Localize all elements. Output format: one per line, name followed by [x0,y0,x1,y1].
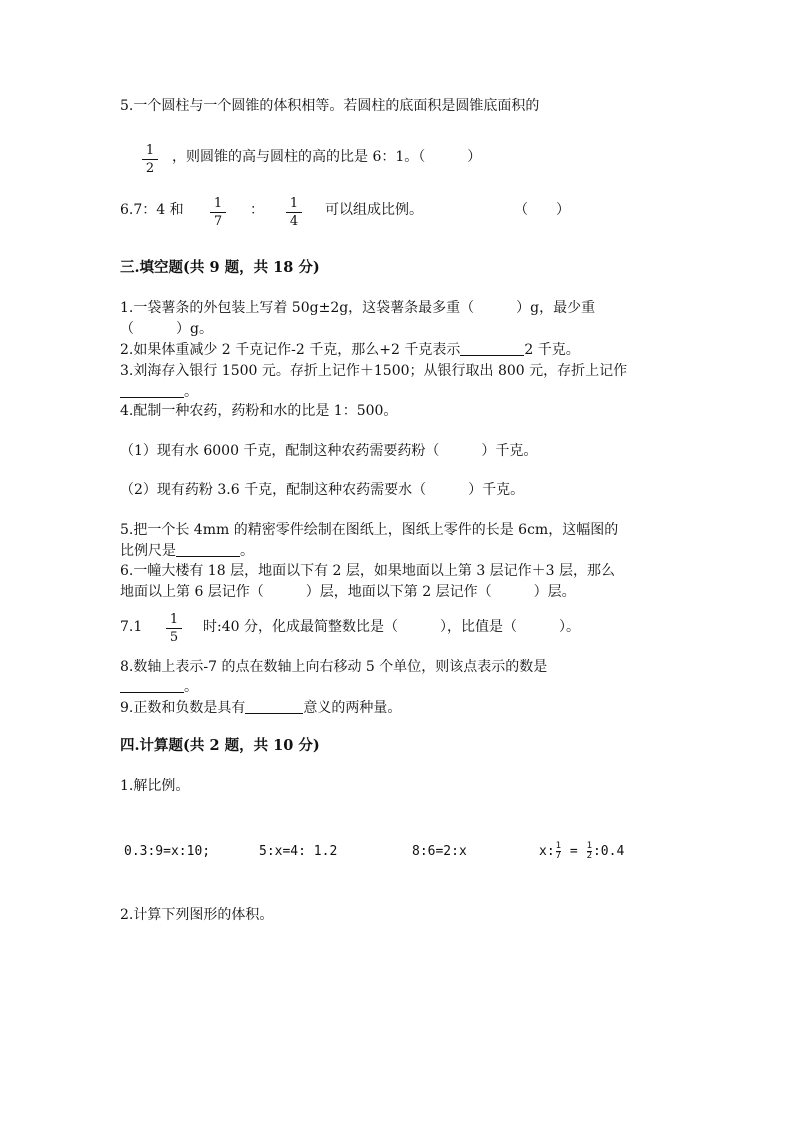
fraction-denominator: 5 [169,630,179,645]
judge-q6-fraction-2 [286,196,302,229]
fraction-numerator: 1 [166,612,182,629]
fraction-numerator: 1 [142,143,158,160]
section3-heading: 三.填空题(共 9 题，共 18 分) [120,259,320,276]
s4-eq4-fraction-2 [587,842,592,861]
s4-eq4 [539,842,624,862]
s3-q8-blank[interactable] [120,678,184,693]
s3-q5-line2 [120,541,254,561]
s4-eq3: 8:6=2:x [412,844,467,859]
s3-q6-line2: 地面以上第 6 层记作（ ）层，地面以下第 2 层记作（ ）层。 [120,584,576,600]
fraction-denominator: 7 [213,214,223,229]
s3-q1-line1: 1.一袋薯条的外包装上写着 50g±2g，这袋薯条最多重（ ）g，最少重 [120,300,596,316]
s3-q9-suffix: 意义的两种量。 [303,700,402,716]
judge-q6-fraction-1 [210,196,226,229]
s3-q1-line2: （ ）g。 [120,321,213,337]
s3-q4-line1: 4.配制一种农药，药粉和水的比是 1：500。 [120,403,398,419]
s4-eq1: 0.3:9=x:10; [124,844,211,859]
s4-eq4-equals: = [569,844,578,859]
s3-q4-sub1: （1）现有水 6000 千克，配制这种农药需要药粉（ ）千克。 [120,443,538,459]
s3-q9 [120,698,401,718]
s4-eq4-suffix: :0.4 [592,844,625,859]
judge-q6-colon: ： [250,202,264,218]
s3-q3-blank[interactable] [120,383,184,398]
fraction-numerator: 1 [555,841,562,851]
s3-q2-suffix: 2 千克。 [524,342,580,358]
s3-q7-prefix: 7.1 [120,619,143,635]
judge-q5-line1: 5.一个圆柱与一个圆锥的体积相等。若圆柱的底面积是圆锥底面积的 [120,98,540,114]
s4-q1-title: 1.解比例。 [120,778,190,794]
fraction-denominator: 2 [145,161,155,176]
s4-eq4-fraction-1 [556,842,561,861]
section4-heading: 四.计算题(共 2 题，共 10 分) [120,737,320,754]
s3-q7-fraction [166,612,182,645]
s3-q4-sub2: （2）现有药粉 3.6 千克，配制这种农药需要水（ ）千克。 [120,482,525,498]
s3-q2-prefix: 2.如果体重减少 2 千克记作-2 千克，那么+2 千克表示 [120,342,461,358]
fraction-denominator: 4 [289,214,299,229]
fraction-numerator: 1 [210,196,226,213]
s3-q3-line2 [120,382,198,402]
fraction-numerator: 1 [286,196,302,213]
s3-q8-line2 [120,677,198,697]
judge-q5-fraction [142,143,158,176]
judge-q6-answer-paren: （ ） [514,202,570,218]
s3-q8-suffix: 。 [184,679,198,695]
judge-q6-prefix: 6.7：4 和 [120,202,184,218]
s4-q2-title: 2.计算下列图形的体积。 [120,907,274,923]
s3-q8-line1: 8.数轴上表示-7 的点在数轴上向右移动 5 个单位，则该点表示的数是 [120,659,548,675]
s3-q3-suffix: 。 [184,384,198,400]
s3-q3-line1: 3.刘海存入银行 1500 元。存折上记作＋1500；从银行取出 800 元，存折上记作 [120,363,628,379]
fraction-denominator: 7 [555,851,562,861]
s3-q9-blank[interactable] [245,699,303,714]
s4-eq2: 5:x=4: 1.2 [259,844,338,859]
s3-q5-line1: 5.把一个长 4mm 的精密零件绘制在图纸上，图纸上零件的长是 6cm，这幅图的 [120,522,619,538]
fraction-denominator: 2 [586,851,592,861]
judge-q6-suffix: 可以组成比例。 [325,202,423,218]
judge-q5-line2: ，则圆锥的高与圆柱的高的比是 6：1。（ ） [172,149,482,165]
s3-q7-suffix: 时:40 分，化成最简整数比是（ ），比值是（ ）。 [203,619,580,635]
s3-q6-line1: 6.一幢大楼有 18 层，地面以下有 2 层，如果地面以上第 3 层记作＋3 层，那么 [120,563,616,579]
fraction-numerator: 1 [586,841,592,851]
s3-q5-suffix: 。 [240,543,254,559]
s3-q5-prefix: 比例尺是 [120,543,176,559]
s3-q2-blank[interactable] [460,341,524,356]
s3-q2 [120,340,580,360]
s3-q9-prefix: 9.正数和负数是具有 [120,700,246,716]
s3-q5-blank[interactable] [176,542,240,557]
s4-eq4-prefix: x: [539,844,555,859]
